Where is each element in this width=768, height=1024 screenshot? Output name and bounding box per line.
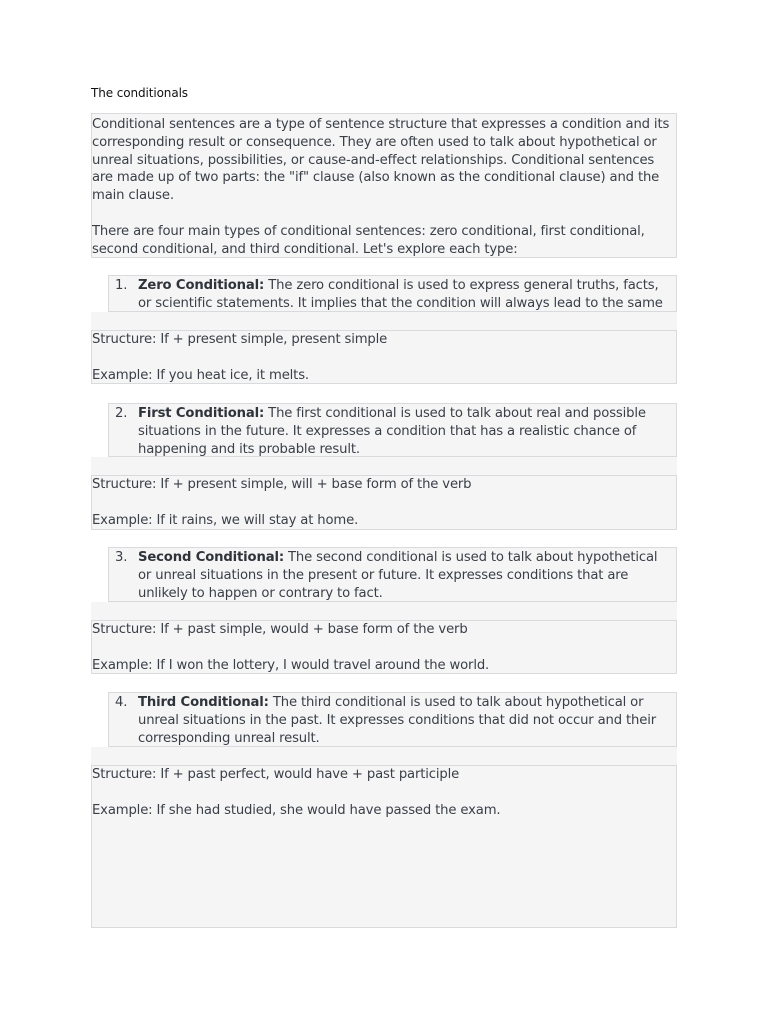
example-text: Example: If I won the lottery, I would travel around the world. [92,657,490,673]
structure-text: Structure: If + past simple, would + base form of the verb [92,622,468,637]
type-name: Zero Conditional: [138,278,265,293]
type-description: The second conditional is used to talk about hypothetical or unreal situations in the present or future. It expresses conditions that are unlikely to happen or contrary to fact. [138,550,658,601]
type-name: First Conditional: [138,406,265,421]
spacer-band [91,602,677,620]
example-text: Example: If it rains, we will stay at home. [92,512,359,528]
list-number: 1. [115,278,128,293]
intro-block [91,113,677,258]
list-item-third-conditional [108,692,677,747]
spacer-band [91,747,677,765]
structure-text: Structure: If + present simple, will + base form of the verb [92,477,472,492]
structure-example-block [91,330,677,384]
structure-text: Structure: If + past perfect, would have + past participle [92,767,460,782]
list-item-zero-conditional [108,275,677,312]
type-description: The zero conditional is used to express general truths, facts, or scientific statements. It implies that the condition will always lead to the same [138,278,663,311]
list-number: 2. [115,406,128,421]
structure-example-block [91,620,677,674]
type-name: Second Conditional: [138,550,284,565]
list-number: 3. [115,550,128,565]
type-description: The first conditional is used to talk about real and possible situations in the future. It expresses a condition that has a realistic chance of happening and its probable result. [138,406,646,457]
spacer-band [91,457,677,475]
example-text: Example: If you heat ice, it melts. [92,367,309,383]
document-title: The conditionals [91,86,188,100]
type-description: The third conditional is used to talk about hypothetical or unreal situations in the past. It expresses conditions that did not occur and their corresponding unreal result. [138,695,656,746]
type-name: Third Conditional: [138,695,269,710]
structure-text: Structure: If + present simple, present simple [92,332,388,347]
intro-paragraph: There are four main types of conditional sentences: zero conditional, first conditional, second conditional, and third conditional. Let's explore each type: [92,223,645,257]
list-number: 4. [115,695,128,710]
list-item-second-conditional [108,547,677,602]
spacer-band [91,312,677,330]
structure-example-block [91,475,677,530]
list-item-first-conditional [108,403,677,457]
intro-paragraph: Conditional sentences are a type of sentence structure that expresses a condition and its corresponding result or consequence. They are often used to talk about hypothetical or unreal situations, possibilities, or cause-and-effect relationships. Conditional sentences are made up of two parts: the "if" clause (also known as the conditional clause) and the main clause. [92,117,670,204]
example-text: Example: If she had studied, she would have passed the exam. [92,802,501,818]
structure-example-block [91,765,677,928]
